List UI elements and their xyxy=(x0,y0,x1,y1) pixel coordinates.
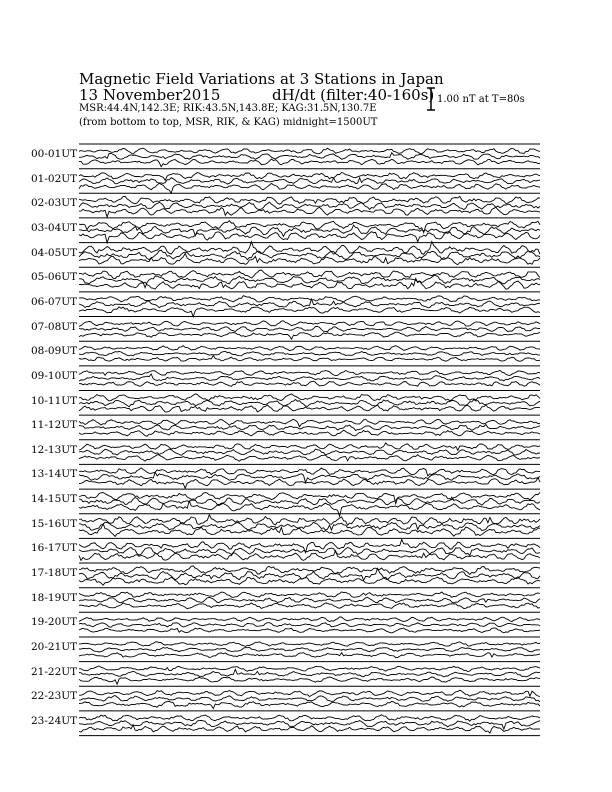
trace-rik xyxy=(79,597,540,603)
row-label: 07-08UT xyxy=(31,320,78,333)
trace-kag xyxy=(79,642,540,647)
trace-rik xyxy=(79,548,540,556)
trace-msr xyxy=(79,628,540,633)
row-label: 06-07UT xyxy=(31,295,78,308)
trace-kag xyxy=(79,346,540,351)
trace-kag xyxy=(79,715,540,721)
trace-rik xyxy=(79,202,540,210)
row-label: 10-11UT xyxy=(31,394,78,407)
trace-msr xyxy=(79,577,540,585)
row-label: 00-01UT xyxy=(31,148,78,160)
trace-kag xyxy=(79,370,540,375)
trace-rik xyxy=(79,153,540,160)
row-label: 08-09UT xyxy=(31,345,78,358)
trace-kag xyxy=(79,419,540,427)
trace-rik xyxy=(79,327,540,332)
trace-msr xyxy=(79,603,540,609)
row-label: 16-17UT xyxy=(31,542,78,555)
row-label: 03-04UT xyxy=(31,221,78,234)
row-label: 11-12UT xyxy=(31,419,78,432)
trace-rik xyxy=(79,374,540,381)
row-label: 04-05UT xyxy=(31,246,78,259)
row-label: 13-14UT xyxy=(31,468,78,481)
trace-msr xyxy=(79,455,540,462)
station-coordinates: MSR:44.4N,142.3E; RIK:43.5N,143.8E; KAG:31.5N,130.7E xyxy=(79,103,377,114)
trace-rik xyxy=(79,449,540,455)
row-label: 15-16UT xyxy=(31,517,78,530)
trace-msr xyxy=(79,405,540,412)
trace-kag xyxy=(79,617,540,622)
trace-kag xyxy=(79,566,540,575)
trace-kag xyxy=(79,270,540,279)
trace-msr xyxy=(79,307,540,317)
trace-msr xyxy=(79,232,540,243)
chart-title: Magnetic Field Variations at 3 Stations in Japan xyxy=(79,70,444,88)
trace-rik xyxy=(79,425,540,431)
row-label: 02-03UT xyxy=(31,197,78,210)
scale-bar-icon xyxy=(427,88,435,110)
row-label: 05-06UT xyxy=(31,271,78,284)
trace-kag xyxy=(79,443,540,450)
row-label: 14-15UT xyxy=(31,493,78,506)
row-label: 01-02UT xyxy=(31,172,78,185)
trace-rik xyxy=(79,276,540,288)
trace-msr xyxy=(79,677,540,684)
trace-rik xyxy=(79,178,540,184)
scale-bar-label: 1.00 nT at T=80s xyxy=(437,94,525,105)
station-order-note: (from bottom to top, MSR, RIK, & KAG) midnight=1500UT xyxy=(79,117,378,128)
trace-msr xyxy=(79,332,540,339)
trace-kag xyxy=(79,690,540,696)
trace-kag xyxy=(79,592,540,598)
row-label: 17-18UT xyxy=(31,567,78,580)
trace-kag xyxy=(79,148,540,154)
trace-kag xyxy=(79,666,540,672)
trace-kag xyxy=(79,196,540,204)
trace-kag xyxy=(79,321,540,327)
row-label: 20-21UT xyxy=(31,641,78,653)
trace-msr xyxy=(79,183,540,193)
trace-msr xyxy=(79,653,540,658)
trace-msr xyxy=(79,381,540,386)
row-label: 12-13UT xyxy=(31,443,78,456)
row-label: 22-23UT xyxy=(31,690,78,703)
trace-msr xyxy=(79,725,540,733)
trace-rik xyxy=(79,623,540,628)
row-label: 23-24UT xyxy=(31,714,78,727)
row-label: 19-20UT xyxy=(31,616,78,629)
trace-msr xyxy=(79,356,540,362)
trace-msr xyxy=(79,701,540,708)
row-label: 18-19UT xyxy=(31,591,78,604)
trace-rik xyxy=(79,568,540,580)
trace-kag xyxy=(79,468,540,476)
trace-msr xyxy=(79,207,540,217)
row-label: 21-22UT xyxy=(31,665,78,678)
trace-kag xyxy=(79,242,540,255)
trace-msr xyxy=(79,430,540,436)
trace-msr xyxy=(79,159,540,167)
trace-rik xyxy=(79,400,540,407)
trace-kag xyxy=(79,173,540,181)
trace-rik xyxy=(79,351,540,356)
trace-rik xyxy=(79,497,540,505)
chart-quantity: dH/dt (filter:40-160s) xyxy=(272,86,435,104)
trace-kag xyxy=(79,394,540,401)
row-label: 09-10UT xyxy=(31,369,78,382)
trace-rik xyxy=(79,647,540,652)
chart-date: 13 November2015 xyxy=(79,86,221,104)
